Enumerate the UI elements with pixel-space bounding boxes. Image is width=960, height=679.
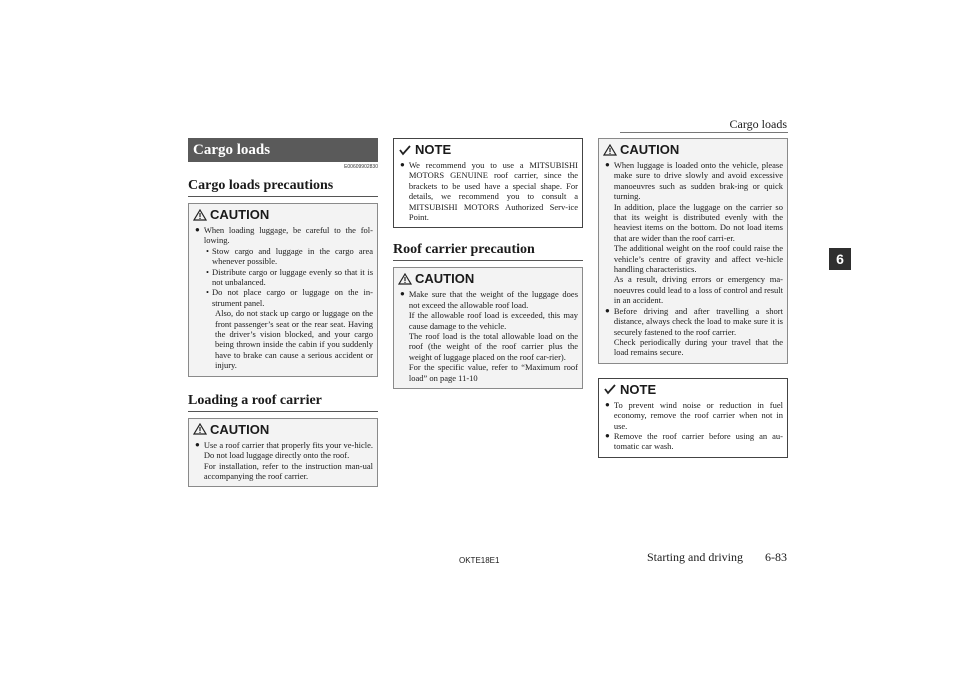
sub-bullet-item: • Distribute cargo or luggage evenly so that it is not unbalanced. [206,266,373,288]
sub-bullet-item: • Stow cargo and luggage in the cargo area whenever possible. [206,245,373,267]
footer-section: Starting and driving [647,550,743,564]
chapter-tab: 6 [829,248,851,270]
warning-triangle-icon [398,273,412,285]
bullet-text: To prevent wind noise or reduction in fuel economy, remove the roof carrier when not in use. [613,399,783,431]
bullet-item [605,160,783,306]
bullet-marker: ● [605,305,610,315]
bullet-marker: ● [605,160,610,169]
running-header-title: Cargo loads [729,117,787,131]
section-title-cargo-loads-precautions: Cargo loads precautions [188,178,378,197]
caution-label: CAUTION [620,142,680,157]
note-label: NOTE [620,381,657,397]
bullet-text: Before driving and after travelling a short distance, always check the load to make sure it is securely fastened to the roof carrier. [613,305,783,337]
paragraph: The additional weight on the roof could raise the vehicle’s centre of gravity and affect ve-hicle handling characteristics. [613,243,783,275]
note-header [603,382,783,397]
bullet-text: Use a roof carrier that properly fits your ve-hicle. Do not load luggage directly onto the roof. [203,439,373,461]
sub-bullet-text: Distribute cargo or luggage evenly so that it is not unbalanced. [211,266,373,288]
note-label: NOTE [415,142,452,157]
reference-code: E00609902830 [344,164,378,170]
bullet-text: We recommend you to use a MITSUBISHI MOTORS GENUINE roof carrier, since the brackets to be used have a special shape. For details, we recommend you to consult a MITSUBISHI MOTORS Authorized Serv-ice Point. [408,160,578,223]
bullet-item [605,400,783,431]
sub-bullet-item: • Do not place cargo or luggage on the in-strument panel. [206,287,373,308]
caution-header [603,142,783,157]
caution-header [398,271,578,286]
chapter-banner: Cargo loads [188,138,378,162]
bullet-item [195,225,373,246]
warning-triangle-icon [603,144,617,156]
warning-triangle-icon [193,209,207,221]
note-box-genuine-carrier [393,138,583,228]
paragraph: As a result, driving errors or emergency ma-noeuvres could lead to a loss of control and result in an accident. [613,274,783,306]
caution-box-roof-load [393,267,583,389]
bullet-item [400,289,578,383]
column-middle [393,138,583,389]
paragraph: In addition, place the luggage on the carrier so that its weight is distributed evenly with the heaviest items on the bottom. Do not load items that are wider than the roof carri-er. [613,201,783,243]
bullet-item [605,431,783,452]
paragraph: For installation, refer to the instruction man-ual accompanying the roof carrier. [203,460,373,481]
document-code: OKTE18E1 [459,556,500,565]
bullet-marker: ● [195,439,200,449]
bullet-text: Remove the roof carrier before using an au-tomatic car wash. [613,430,783,452]
bullet-marker: ● [400,160,405,169]
bullet-content [409,289,578,383]
bullet-content [614,160,783,306]
column-left [188,138,378,487]
paragraph: Also, do not stack up cargo or luggage on the front passenger’s seat or the rear seat. Having the driver’s vision blocked, and your cargo being thrown inside the cabin if you suddenly have to brake can cause a serious accident or injury. [215,308,373,371]
caution-label: CAUTION [415,271,475,287]
caution-box-cargo [188,203,378,377]
bullet-marker: ● [400,289,405,299]
note-check-icon [398,144,412,156]
bullet-item [605,306,783,358]
bullet-marker: ● [195,225,200,234]
note-check-icon [603,383,617,395]
caution-header [193,422,373,437]
bullet-text: Make sure that the weight of the luggage does not exceed the allowable roof load. [408,289,578,310]
bullet-text: When loading luggage, be careful to the fol-lowing. [203,225,373,246]
section-title-roof-carrier-precaution: Roof carrier precaution [393,242,583,261]
caution-label: CAUTION [210,207,270,222]
bullet-marker: ● [605,399,610,409]
paragraph: The roof load is the total allowable load on the roof (the weight of the roof carrier plus the weight of luggage placed on the roof car-rier). [408,331,578,362]
note-header [398,142,578,157]
page-number: 6-83 [765,550,787,564]
caution-box-roof-carrier [188,418,378,488]
note-box-remove-carrier [598,378,788,458]
paragraph: For the specific value, refer to “Maximum roof load” on page 11-10 [408,362,578,383]
caution-label: CAUTION [210,421,270,437]
paragraph: If the allowable roof load is exceeded, this may cause damage to the vehicle. [408,310,578,331]
warning-triangle-icon [193,423,207,435]
bullet-item [195,440,373,482]
caution-box-driving-with-load [598,138,788,364]
paragraph: Check periodically during your travel that the load remains secure. [613,336,783,358]
caution-header [193,207,373,222]
header-rule [620,132,788,133]
sub-bullet-text: Stow cargo and luggage in the cargo area whenever possible. [211,245,373,267]
sub-bullet-text: Do not place cargo or luggage on the in-strument panel. [211,287,373,308]
column-right [598,138,788,458]
bullet-item [400,160,578,222]
bullet-content [614,306,783,358]
bullet-text: When luggage is loaded onto the vehicle, please make sure to drive slowly and avoid excessive manoeuvres such as sudden brak-ing or quick turning. [613,160,783,202]
bullet-content [204,440,373,482]
bullet-marker: ● [605,430,610,440]
section-title-loading-roof-carrier: Loading a roof carrier [188,393,378,412]
